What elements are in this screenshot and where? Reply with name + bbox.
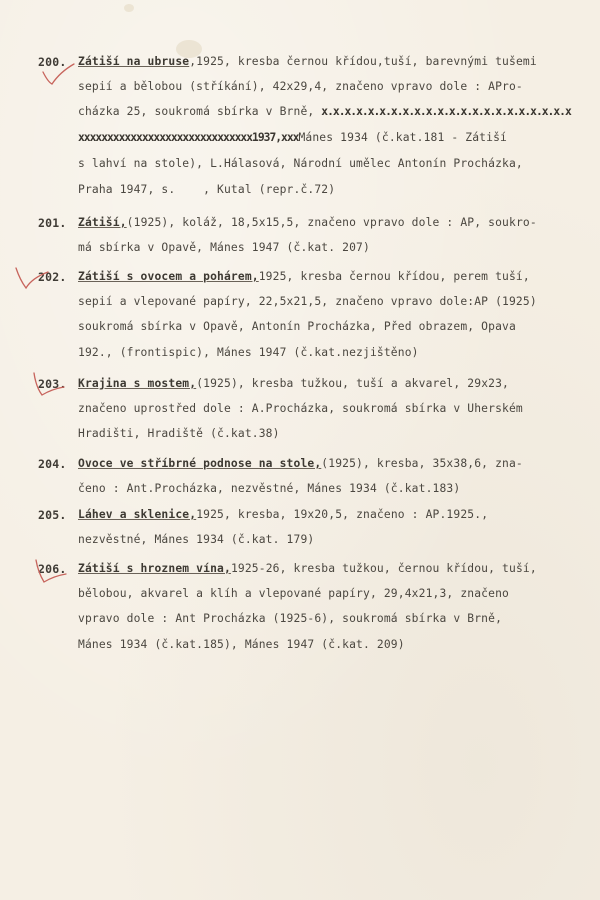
- entry-title: Krajina s mostem,: [78, 377, 197, 390]
- entry-line: 192., (frontispic), Mánes 1947 (č.kat.nezjištěno): [78, 346, 419, 359]
- entry-line: soukromá sbírka v Opavě, Antonín Procházka, Před obrazem, Opava: [78, 320, 516, 333]
- entry-number: 202.: [38, 270, 67, 284]
- entry-line: sepií a bělobou (stříkání), 42x29,4, značeno vpravo dole : APro-: [78, 80, 523, 93]
- entry-title: Zátiší na ubruse: [78, 55, 190, 68]
- entry-text: 1925, kresba, 19x20,5, značeno : AP.1925.,: [196, 508, 489, 521]
- entry-line: značeno uprostřed dole : A.Procházka, soukromá sbírka v Uherském: [78, 402, 523, 415]
- entry-line: čeno : Ant.Procházka, nezvěstné, Mánes 1934 (č.kat.183): [78, 482, 461, 495]
- entry-line: Praha 1947, s. , Kutal (repr.č.72): [78, 183, 336, 196]
- entry-line: s lahví na stole), L.Hálasová, Národní umělec Antonín Procházka,: [78, 157, 523, 170]
- entry-title: Zátiší,: [78, 216, 127, 229]
- entry-text: cházka 25, soukromá sbírka v Brně,: [78, 105, 322, 118]
- entry-number: 203.: [38, 377, 67, 391]
- entry-line: [78, 105, 571, 118]
- paper-stain: [124, 4, 134, 12]
- entry-line: [78, 508, 488, 521]
- entry-line: [78, 562, 537, 575]
- entry-line: Mánes 1934 (č.kat.185), Mánes 1947 (č.kat. 209): [78, 638, 405, 651]
- entry-text: Mánes 1934 (č.kat.181 - Zátiší: [298, 131, 507, 144]
- entry-text: ,1925, kresba černou křídou,tuší, barevnými tušemi: [189, 55, 537, 68]
- entry-line: nezvěstné, Mánes 1934 (č.kat. 179): [78, 533, 315, 546]
- entry-number: 205.: [38, 508, 67, 522]
- entry-line: [78, 55, 537, 68]
- entry-text: 1925-26, kresba tužkou, černou křídou, tuší,: [230, 562, 537, 575]
- entry-number: 200.: [38, 55, 67, 69]
- entry-line: má sbírka v Opavě, Mánes 1947 (č.kat. 207): [78, 241, 370, 254]
- entry-number: 201.: [38, 216, 67, 230]
- entry-line: [78, 377, 509, 390]
- entry-text: (1925), kresba, 35x38,6, zna-: [321, 457, 523, 470]
- entry-line: sepií a vlepované papíry, 22,5x21,5, značeno vpravo dole:AP (1925): [78, 295, 537, 308]
- entry-number: 206.: [38, 562, 67, 576]
- entry-line: bělobou, akvarel a klíh a vlepované papíry, 29,4x21,3, značeno: [78, 587, 509, 600]
- entry-text: (1925), kresba tužkou, tuší a akvarel, 29x23,: [196, 377, 509, 390]
- entry-line: vpravo dole : Ant Procházka (1925-6), soukromá sbírka v Brně,: [78, 612, 503, 625]
- entry-title: Zátiší s ovocem a pohárem,: [78, 270, 259, 283]
- entry-title: Láhev a sklenice,: [78, 508, 197, 521]
- entry-number: 204.: [38, 457, 67, 471]
- struck-out-text: xxxxxxxxxxxxxxxxxxxxxxxxxxxxxx1937,xxx: [78, 131, 299, 144]
- entry-title: Zátiší s hroznem vína,: [78, 562, 231, 575]
- entry-line: [78, 270, 530, 283]
- entry-text: (1925), koláž, 18,5x15,5, značeno vpravo dole : AP, soukro-: [126, 216, 537, 229]
- entry-line: Hradišti, Hradiště (č.kat.38): [78, 427, 280, 440]
- entry-line: [78, 216, 537, 229]
- entry-line: [78, 457, 523, 470]
- entry-title: Ovoce ve stříbrné podnose na stole,: [78, 457, 322, 470]
- entry-text: 1925, kresba černou křídou, perem tuší,: [258, 270, 530, 283]
- struck-out-text: x.x.x.x.x.x.x.x.x.x.x.x.x.x.x.x.x.x.x.x.x.x: [321, 105, 571, 118]
- entry-line: [78, 131, 507, 144]
